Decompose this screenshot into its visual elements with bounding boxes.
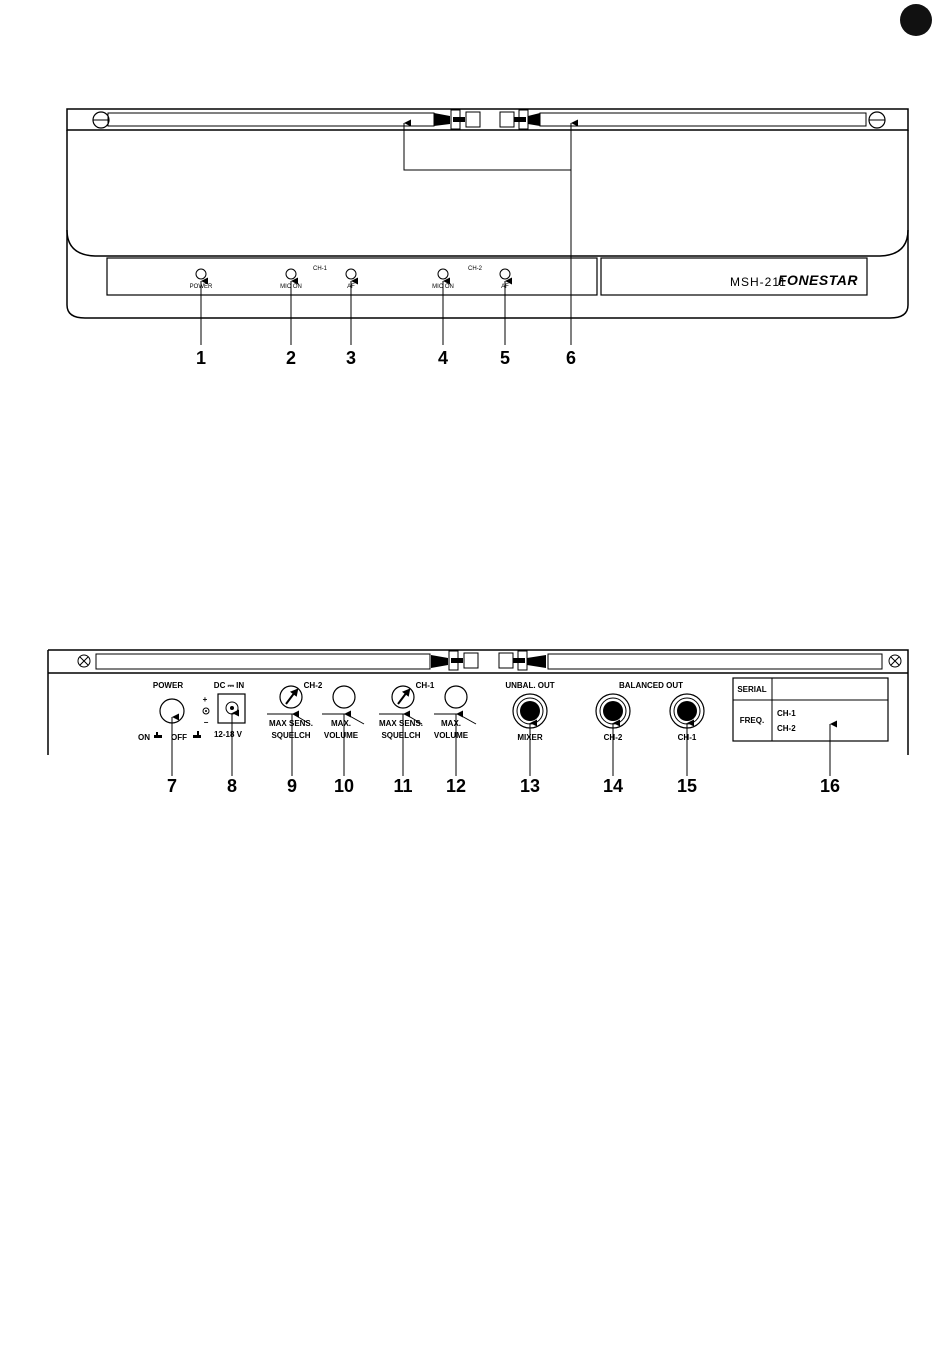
rack-body bbox=[67, 130, 908, 256]
front-panel bbox=[67, 109, 908, 368]
power-label: POWER bbox=[152, 681, 184, 690]
antenna-slot-left bbox=[108, 113, 434, 126]
model-label: MSH-211 bbox=[730, 275, 787, 289]
callout-10: 10 bbox=[333, 776, 355, 796]
mixer-label: MIXER bbox=[517, 733, 543, 742]
callout-2: 2 bbox=[285, 348, 297, 368]
antenna-slot-right bbox=[540, 113, 866, 126]
ch1-mic-led-icon bbox=[286, 269, 296, 279]
ch2-label: CH-2 bbox=[467, 266, 483, 272]
freq-ch1-label: CH-1 bbox=[777, 709, 796, 718]
mixer-jack-icon bbox=[513, 694, 547, 728]
max-sens-label: MAX SENS. bbox=[268, 719, 314, 728]
minus-label: − bbox=[203, 718, 209, 727]
volume-knob-ch1 bbox=[445, 686, 467, 708]
callout-11: 11 bbox=[393, 776, 413, 796]
screw-icon bbox=[78, 655, 90, 667]
screw-icon bbox=[869, 112, 885, 128]
off-label: OFF bbox=[171, 733, 187, 742]
ch2-mic-led-icon bbox=[438, 269, 448, 279]
bal-ch2-label: CH-2 bbox=[603, 733, 623, 742]
unbal-out-label: UNBAL. OUT bbox=[505, 681, 555, 690]
balanced-ch1-jack-icon bbox=[670, 694, 704, 728]
on-label: ON bbox=[138, 733, 150, 742]
callout-5: 5 bbox=[499, 348, 511, 368]
callout-7: 7 bbox=[166, 776, 178, 796]
callout-12: 12 bbox=[445, 776, 467, 796]
callout-14: 14 bbox=[602, 776, 624, 796]
screw-icon bbox=[889, 655, 901, 667]
callout-6: 6 bbox=[565, 348, 577, 368]
max-label: MAX. bbox=[441, 719, 461, 728]
antenna-connector-right bbox=[500, 110, 540, 129]
switch-on-icon bbox=[154, 732, 162, 738]
page-badge bbox=[900, 4, 932, 36]
callout-1: 1 bbox=[195, 348, 207, 368]
freq-label: FREQ. bbox=[739, 716, 765, 725]
callout-9: 9 bbox=[286, 776, 298, 796]
dc-voltage-label: 12-18 V bbox=[213, 730, 243, 739]
callout-15: 15 bbox=[676, 776, 698, 796]
max-label: MAX. bbox=[331, 719, 351, 728]
bal-ch1-label: CH-1 bbox=[677, 733, 697, 742]
callout-13: 13 bbox=[519, 776, 541, 796]
polarity-icon bbox=[203, 708, 209, 714]
antenna-slot-right bbox=[548, 654, 882, 669]
antenna-connector-left bbox=[431, 651, 478, 670]
ch1-af-led-icon bbox=[346, 269, 356, 279]
dc-in-label: DC ⎓ IN bbox=[213, 681, 245, 690]
ch2-af-led-icon bbox=[500, 269, 510, 279]
callout-16: 16 bbox=[819, 776, 841, 796]
volume-knob-ch2 bbox=[333, 686, 355, 708]
callout-4: 4 bbox=[437, 348, 449, 368]
switch-off-icon bbox=[193, 731, 201, 738]
squelch-label: SQUELCH bbox=[381, 731, 421, 740]
antenna-slot-left bbox=[96, 654, 430, 669]
callout-8: 8 bbox=[226, 776, 238, 796]
ch1-label: CH-1 bbox=[415, 681, 435, 690]
serial-label: SERIAL bbox=[737, 685, 767, 694]
ch1-label: CH-1 bbox=[312, 266, 328, 272]
freq-ch2-label: CH-2 bbox=[777, 724, 796, 733]
rear-panel bbox=[48, 650, 908, 796]
power-label: POWER bbox=[189, 284, 213, 290]
power-led-icon bbox=[196, 269, 206, 279]
balanced-out-label: BALANCED OUT bbox=[619, 681, 683, 690]
antenna-connector-right bbox=[499, 651, 546, 670]
callout-3: 3 bbox=[345, 348, 357, 368]
brand-logo: FONESTAR bbox=[778, 272, 858, 288]
max-sens-label: MAX SENS. bbox=[378, 719, 424, 728]
screw-icon bbox=[93, 112, 109, 128]
ch2-label: CH-2 bbox=[303, 681, 323, 690]
squelch-label: SQUELCH bbox=[271, 731, 311, 740]
volume-label: VOLUME bbox=[323, 731, 359, 740]
ch2-mic-on-label: MIC ON bbox=[432, 284, 454, 290]
antenna-connector-left bbox=[434, 110, 480, 129]
plus-label: + bbox=[202, 695, 208, 704]
volume-label: VOLUME bbox=[433, 731, 469, 740]
ch1-mic-on-label: MIC ON bbox=[280, 284, 302, 290]
ch2-af-label: AF bbox=[501, 284, 509, 290]
balanced-ch2-jack-icon bbox=[596, 694, 630, 728]
ch1-af-label: AF bbox=[347, 284, 355, 290]
